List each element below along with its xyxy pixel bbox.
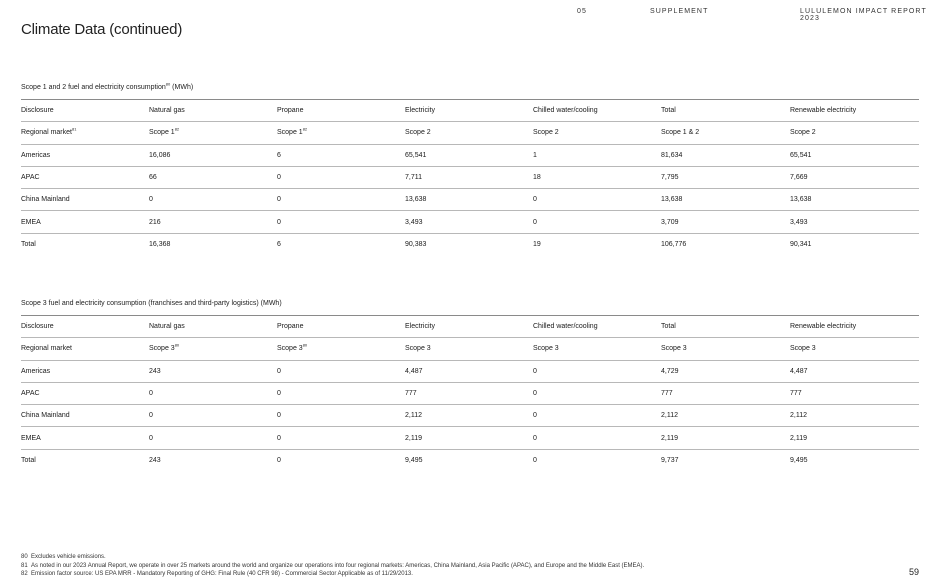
row-label: Total bbox=[21, 240, 36, 248]
table-cell: 0 bbox=[277, 166, 405, 188]
table-cell: 0 bbox=[533, 360, 661, 382]
table-cell: 18 bbox=[533, 166, 661, 188]
table-cell: 0 bbox=[533, 427, 661, 449]
scope-subheader-text: Scope 1 bbox=[149, 129, 175, 137]
header-report-label: LULULEMON IMPACT REPORT 2023 bbox=[800, 8, 927, 22]
table1-title-footnote-ref: 80 bbox=[165, 81, 171, 87]
table-cell: 0 bbox=[533, 382, 661, 404]
table1-title bbox=[21, 81, 194, 91]
scope-subheader-text: Scope 1 bbox=[277, 129, 303, 137]
scope-subheader-text: Scope 3 bbox=[149, 345, 175, 353]
table-cell: 9,737 bbox=[661, 456, 679, 464]
footnote-ref: 80 bbox=[174, 343, 180, 349]
scope-subheader-text: Scope 3 bbox=[661, 345, 687, 353]
table-cell: 2,112 bbox=[790, 405, 919, 427]
table-cell: 777 bbox=[405, 382, 533, 404]
table-cell: 7,711 bbox=[405, 166, 533, 188]
footnote-text: Emission factor source: US EPA MRR - Mandatory Reporting of GHG: Final Rule (40 CFR 98) - Commercial Sector Applicable as of 11/29/2013. bbox=[31, 571, 413, 578]
table-cell: 0 bbox=[149, 189, 277, 211]
row-label: APAC bbox=[21, 166, 149, 188]
table-row bbox=[21, 166, 919, 188]
scope-subheader-text: Scope 2 bbox=[790, 129, 816, 137]
table-cell: 9,495 bbox=[405, 456, 423, 464]
table-cell: 0 bbox=[277, 456, 281, 464]
column-header: Electricity bbox=[405, 316, 533, 338]
column-header: Disclosure bbox=[21, 316, 149, 338]
column-header: Natural gas bbox=[149, 316, 277, 338]
table-cell: 777 bbox=[661, 382, 790, 404]
scope-subheader bbox=[533, 338, 661, 360]
table-cell: 90,383 bbox=[405, 240, 427, 248]
table-cell: 81,634 bbox=[661, 144, 790, 166]
table2-title: Scope 3 fuel and electricity consumption (franchises and third-party logistics) (MWh) bbox=[21, 300, 282, 307]
scope-subheader bbox=[149, 122, 277, 144]
table-cell: 4,729 bbox=[661, 360, 790, 382]
table-cell: 4,487 bbox=[790, 360, 919, 382]
row-label: EMEA bbox=[21, 427, 149, 449]
scope-subheader-text: Regional market bbox=[21, 129, 72, 137]
table-cell: 7,795 bbox=[661, 166, 790, 188]
footnote-text: As noted in our 2023 Annual Report, we operate in over 25 markets around the world and organize our operations into four regional markets: Americas, China Mainland, Asia Pacific (APAC), and Europe and the Middle East (EMEA). bbox=[31, 562, 645, 569]
table-subheader-row bbox=[21, 122, 919, 144]
table-cell: 0 bbox=[533, 405, 661, 427]
table-cell: 243 bbox=[149, 360, 277, 382]
table-row bbox=[21, 211, 919, 233]
table-cell: 4,487 bbox=[405, 360, 533, 382]
scope-subheader-text: Scope 3 bbox=[790, 345, 816, 353]
footnote-ref: 81 bbox=[71, 127, 77, 133]
row-label: Americas bbox=[21, 144, 149, 166]
table-cell: 13,638 bbox=[790, 189, 919, 211]
scope-subheader bbox=[533, 122, 661, 144]
table-cell: 9,495 bbox=[790, 456, 808, 464]
table-cell: 19 bbox=[533, 240, 541, 248]
table-cell: 16,086 bbox=[149, 144, 277, 166]
table-cell: 13,638 bbox=[405, 189, 533, 211]
table-cell: 0 bbox=[277, 211, 405, 233]
table-cell: 2,112 bbox=[405, 405, 533, 427]
table-cell: 2,112 bbox=[661, 405, 790, 427]
table-cell: 0 bbox=[277, 405, 405, 427]
table-row bbox=[21, 405, 919, 427]
column-header: Total bbox=[661, 100, 790, 122]
column-header: Total bbox=[661, 316, 790, 338]
scope-subheader-text: Scope 2 bbox=[533, 129, 559, 137]
footnote bbox=[21, 562, 644, 571]
table-cell: 0 bbox=[277, 189, 405, 211]
table-cell: 0 bbox=[277, 427, 405, 449]
footnote bbox=[21, 553, 644, 562]
row-label: China Mainland bbox=[21, 405, 149, 427]
table-row bbox=[21, 189, 919, 211]
column-header: Renewable electricity bbox=[790, 100, 919, 122]
table-cell: 1 bbox=[533, 144, 661, 166]
table-row bbox=[21, 427, 919, 449]
scope-subheader bbox=[277, 122, 405, 144]
table-row bbox=[21, 144, 919, 166]
scope-subheader-text: Scope 3 bbox=[533, 345, 559, 353]
column-header: Propane bbox=[277, 316, 405, 338]
table-cell: 65,541 bbox=[790, 144, 919, 166]
footnote bbox=[21, 570, 644, 579]
footnote-number: 80 bbox=[21, 554, 28, 560]
footnote-number: 81 bbox=[21, 562, 28, 569]
table-cell: 0 bbox=[149, 427, 277, 449]
table-row bbox=[21, 233, 919, 255]
column-header: Electricity bbox=[405, 100, 533, 122]
page-title: Climate Data (continued) bbox=[21, 21, 183, 38]
column-header: Natural gas bbox=[149, 100, 277, 122]
table-cell: 0 bbox=[533, 211, 661, 233]
scope-subheader bbox=[661, 122, 790, 144]
scope12-consumption-table bbox=[21, 99, 919, 255]
table-cell: 16,368 bbox=[149, 240, 171, 248]
header-page-label: 05 bbox=[577, 8, 587, 15]
column-header: Chilled water/cooling bbox=[533, 316, 661, 338]
scope-subheader bbox=[405, 122, 533, 144]
footnote-number: 82 bbox=[21, 571, 28, 578]
scope-subheader-text: Scope 2 bbox=[405, 129, 431, 137]
scope-subheader bbox=[661, 338, 790, 360]
table-cell: 0 bbox=[149, 382, 277, 404]
table-cell: 13,638 bbox=[661, 189, 790, 211]
scope3-consumption-table bbox=[21, 315, 919, 471]
column-header: Renewable electricity bbox=[790, 316, 919, 338]
scope-subheader-text: Scope 3 bbox=[405, 345, 431, 353]
table-cell: 6 bbox=[277, 144, 405, 166]
table-cell: 216 bbox=[149, 211, 277, 233]
scope-subheader-text: Regional market bbox=[21, 345, 72, 353]
footnote-ref: 80 bbox=[302, 343, 308, 349]
table-cell: 0 bbox=[533, 189, 661, 211]
footnote-ref: 82 bbox=[302, 127, 308, 133]
table-cell: 2,119 bbox=[790, 427, 919, 449]
table-cell: 6 bbox=[277, 240, 281, 248]
table-cell: 2,119 bbox=[661, 427, 790, 449]
table-cell: 0 bbox=[277, 382, 405, 404]
row-label: APAC bbox=[21, 382, 149, 404]
table-cell: 106,776 bbox=[661, 240, 687, 248]
table-cell: 0 bbox=[533, 456, 537, 464]
column-header: Propane bbox=[277, 100, 405, 122]
table-cell: 0 bbox=[277, 360, 405, 382]
footnote-ref: 82 bbox=[174, 127, 180, 133]
table-row bbox=[21, 360, 919, 382]
column-header: Disclosure bbox=[21, 100, 149, 122]
footnotes bbox=[21, 553, 644, 579]
column-header: Chilled water/cooling bbox=[533, 100, 661, 122]
scope-subheader bbox=[405, 338, 533, 360]
scope-subheader bbox=[149, 338, 277, 360]
scope-subheader bbox=[790, 338, 919, 360]
table-cell: 90,341 bbox=[790, 240, 812, 248]
table1-title-text: Scope 1 and 2 fuel and electricity consumption bbox=[21, 84, 166, 91]
scope-subheader bbox=[21, 122, 149, 144]
page-number: 59 bbox=[908, 567, 919, 577]
table-cell: 65,541 bbox=[405, 144, 533, 166]
table-cell: 7,669 bbox=[790, 166, 919, 188]
table-cell: 66 bbox=[149, 166, 277, 188]
table-cell: 3,493 bbox=[790, 211, 919, 233]
row-label: Americas bbox=[21, 360, 149, 382]
table-cell: 2,119 bbox=[405, 427, 533, 449]
table1-title-unit: (MWh) bbox=[172, 84, 194, 91]
table-cell: 777 bbox=[790, 382, 919, 404]
table-header-row bbox=[21, 316, 919, 338]
table-row bbox=[21, 382, 919, 404]
table-cell: 3,709 bbox=[661, 211, 790, 233]
header-section-label: SUPPLEMENT bbox=[650, 8, 709, 15]
row-label: EMEA bbox=[21, 211, 149, 233]
row-label: China Mainland bbox=[21, 189, 149, 211]
scope-subheader-text: Scope 1 & 2 bbox=[661, 129, 700, 137]
scope-subheader-text: Scope 3 bbox=[277, 345, 303, 353]
footnote-text: Excludes vehicle emissions. bbox=[31, 554, 106, 560]
table-cell: 243 bbox=[149, 456, 161, 464]
table-cell: 3,493 bbox=[405, 211, 533, 233]
table-header-row bbox=[21, 100, 919, 122]
scope-subheader bbox=[790, 122, 919, 144]
row-label: Total bbox=[21, 456, 36, 464]
scope-subheader bbox=[21, 338, 149, 360]
table-row bbox=[21, 449, 919, 471]
table-subheader-row bbox=[21, 338, 919, 360]
scope-subheader bbox=[277, 338, 405, 360]
table-cell: 0 bbox=[149, 405, 277, 427]
